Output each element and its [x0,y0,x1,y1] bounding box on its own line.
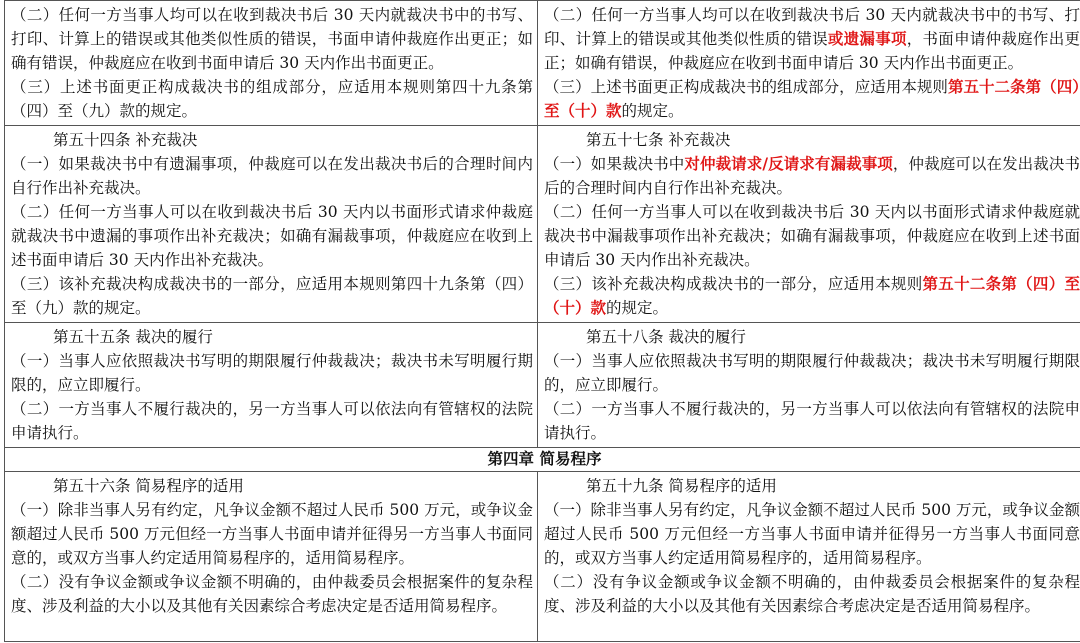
article-clause [11,152,533,200]
clause-text: （一）如果裁决书中 [544,155,685,173]
old-rule-cell [5,323,538,448]
clause-text: （二）任何一方当事人可以在收到裁决书后 30 天内以书面形式请求仲裁庭就裁决书中漏裁事项作出补充裁决；如确有漏裁事项，仲裁庭应在收到上述书面申请后 30 天内作出补充裁决。 [544,203,1080,269]
article-clause [544,349,1080,397]
article-clause [11,75,533,123]
clause-text: （三）上述书面更正构成裁决书的组成部分，应适用本规则 [544,78,948,96]
table-row [5,472,1080,642]
article-clause [11,349,533,397]
clause-text: （三）上述书面更正构成裁决书的组成部分，应适用本规则第四十九条第（四）至（九）款的规定。 [11,78,533,120]
article-title: 第五十九条 简易程序的适用 [586,477,777,495]
clause-text: （二）任何一方当事人可以在收到裁决书后 30 天内以书面形式请求仲裁庭就裁决书中遗漏的事项作出补充裁决；如确有漏裁事项，仲裁庭应在收到上述书面申请后 30 天内作出补充裁决。 [11,203,533,269]
old-rule-cell [5,1,538,126]
clause-text: （二）没有争议金额或争议金额不明确的，由仲裁委员会根据案件的复杂程度、涉及利益的大小以及其他有关因素综合考虑决定是否适用简易程序。 [11,573,533,615]
old-rule-cell [5,472,538,642]
article-clause [544,397,1080,445]
clause-text: （一）除非当事人另有约定，凡争议金额不超过人民币 500 万元，或争议金额超过人民币 500 万元但经一方当事人书面申请并征得另一方当事人书面同意的，或双方当事人约定适用简易程序的，适用简易程序。 [11,501,533,567]
clause-text: ，书面申请仲裁庭作出更正；如确有错误，仲裁庭应在收到书面申请后 30 天内作出书面更正。 [544,30,1080,72]
clause-text: （二）任何一方当事人均可以在收到裁决书后 30 天内就裁决书中的书写、打印、计算上的错误或其他类似性质的错误，书面申请仲裁庭作出更正；如确有错误，仲裁庭应在收到书面申请后 30 天内作出书面更正。 [11,6,533,72]
rule-comparison-table [4,0,1080,642]
clause-text: （一）如果裁决书中有遗漏事项，仲裁庭可以在发出裁决书后的合理时间内自行作出补充裁决。 [11,155,533,197]
article-clause [544,570,1080,618]
new-rule-cell [538,323,1080,448]
article-clause [544,152,1080,200]
article-title: 第五十四条 补充裁决 [53,131,198,149]
new-rule-cell [538,126,1080,323]
article-title: 第五十七条 补充裁决 [586,131,731,149]
clause-text: 的规定。 [621,102,684,120]
table-row [5,126,1080,323]
article-clause [544,498,1080,570]
clause-text: （一）除非当事人另有约定，凡争议金额不超过人民币 500 万元，或争议金额超过人民币 500 万元但经一方当事人书面申请并征得另一方当事人书面同意的，或双方当事人约定适用简易程序的，适用简易程序。 [544,501,1080,567]
chapter-heading: 第四章 简易程序 [5,448,1080,472]
article-title: 第五十八条 裁决的履行 [586,328,746,346]
article-clause [544,3,1080,75]
new-rule-cell [538,1,1080,126]
article-title: 第五十五条 裁决的履行 [53,328,213,346]
clause-text: （二）一方当事人不履行裁决的，另一方当事人可以依法向有管辖权的法院申请执行。 [11,400,533,442]
article-clause [11,200,533,272]
clause-text: （二）一方当事人不履行裁决的，另一方当事人可以依法向有管辖权的法院申请执行。 [544,400,1080,442]
article-clause [544,200,1080,272]
highlighted-change: 或遗漏事项 [827,29,907,48]
clause-text: （一）当事人应依照裁决书写明的期限履行仲裁裁决；裁决书未写明履行期限的，应立即履行。 [11,352,533,394]
clause-text: （二）没有争议金额或争议金额不明确的，由仲裁委员会根据案件的复杂程度、涉及利益的大小以及其他有关因素综合考虑决定是否适用简易程序。 [544,573,1080,615]
clause-text: （一）当事人应依照裁决书写明的期限履行仲裁裁决；裁决书未写明履行期限的，应立即履行。 [544,352,1080,394]
article-clause [11,397,533,445]
old-rule-cell [5,126,538,323]
highlighted-change: 第五十二条第（四）至（十）款 [544,77,1080,120]
clause-text: 的规定。 [606,299,669,317]
highlighted-change: 对仲裁请求/反请求有漏裁事项 [684,154,893,173]
table-row [5,323,1080,448]
highlighted-change: 第五十二条第（四）至（十）款 [544,274,1080,317]
clause-text: （三）该补充裁决构成裁决书的一部分，应适用本规则第四十九条第（四）至（九）款的规定。 [11,275,533,317]
new-rule-cell [538,472,1080,642]
article-clause [11,498,533,570]
article-clause [11,272,533,320]
chapter-row [5,448,1080,472]
article-title: 第五十六条 简易程序的适用 [53,477,244,495]
clause-text: ，仲裁庭可以在发出裁决书后的合理时间内自行作出补充裁决。 [544,155,1080,197]
clause-text: （二）任何一方当事人均可以在收到裁决书后 30 天内就裁决书中的书写、打印、计算上的错误或其他类似性质的错误 [544,6,1080,48]
clause-text: （三）该补充裁决构成裁决书的一部分，应适用本规则 [544,275,923,293]
article-clause [11,570,533,618]
article-clause [11,3,533,75]
article-clause [544,272,1080,320]
article-clause [544,75,1080,123]
table-row [5,1,1080,126]
